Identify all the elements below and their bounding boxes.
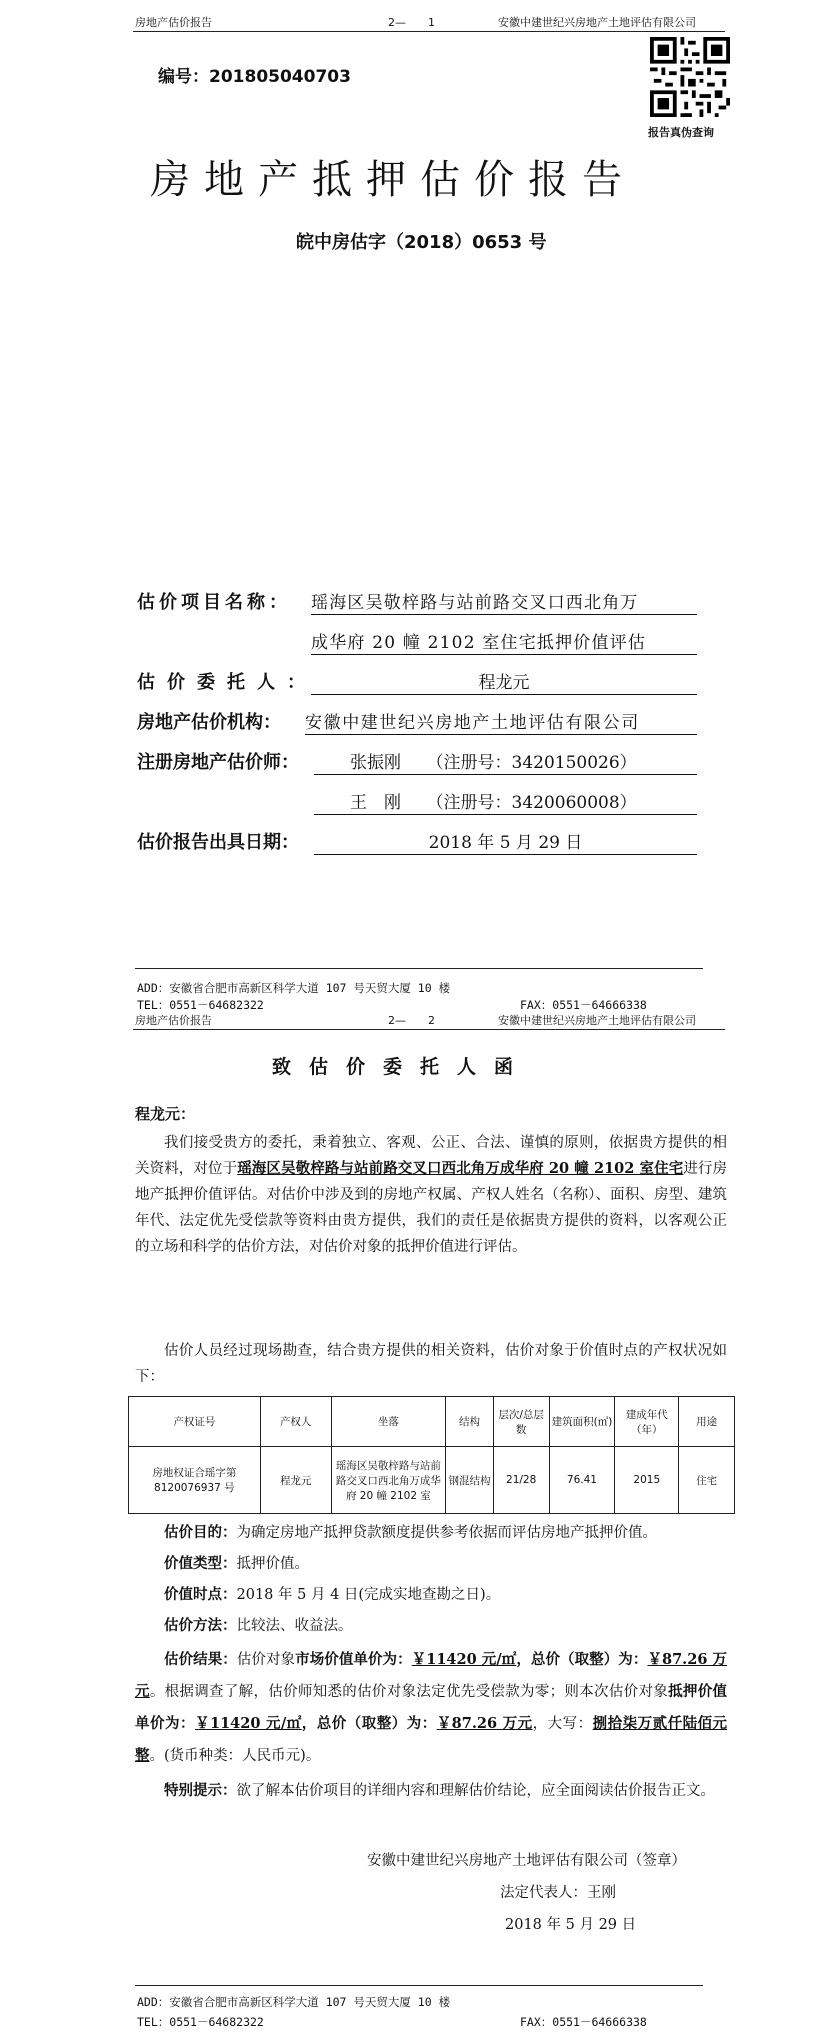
table-header: 结构: [446, 1397, 494, 1447]
purpose-line: [135, 1520, 727, 1546]
text: ，大写：: [532, 1716, 593, 1732]
text: 。(货币种类：人民币元)。: [149, 1748, 321, 1764]
page-number: 2— 2: [388, 1014, 435, 1027]
paragraph-2: 估价人员经过现场勘查，结合贵方提供的相关资料，估价对象于价值时点的产权状况如下：: [135, 1343, 727, 1385]
total-price: ￥87.26 万元: [135, 1651, 728, 1700]
paragraph-1: [135, 1130, 727, 1260]
report-number: 编号：201805040703: [158, 67, 351, 87]
table-header: 用途: [679, 1397, 735, 1447]
method-line: [135, 1613, 727, 1639]
note-paragraph: [135, 1778, 727, 1804]
client-label: 估价委托人：: [137, 672, 317, 693]
table-header: 产权人: [260, 1397, 331, 1447]
purpose-text: 为确定房地产抵押贷款额度提供参考依据而评估房地产抵押价值。: [236, 1525, 657, 1541]
signature-company: 安徽中建世纪兴房地产土地评估有限公司（签章）: [367, 1853, 686, 1869]
report-title: 房地产抵押估价报告: [150, 157, 636, 203]
page-header-left: 房地产估价报告: [135, 16, 212, 29]
table-header: 产权证号: [129, 1397, 261, 1447]
underline: [311, 614, 697, 615]
footer-fax: FAX：0551－64666338: [520, 998, 647, 1012]
text: 进行房地产抵押价值评估。对估价中涉及到的房地产权属、产权人姓名（名称）、面积、房型、建筑年代、法定优先受偿款等资料由贵方提供，我们的责任是依据贵方提供的资料，以客观公正的立场和科学的估价方法，对估价对象的抵押价值进行评估。: [135, 1161, 728, 1255]
underline: [305, 734, 697, 735]
table-cell: 住宅: [679, 1447, 735, 1514]
mortgage-unit-price: ￥11420 元/㎡: [194, 1715, 302, 1732]
page-header-left: 房地产估价报告: [135, 1014, 212, 1027]
table-header: 层次/总层数: [493, 1397, 549, 1447]
note-text: 欲了解本估价项目的详细内容和理解估价结论，应全面阅读估价报告正文。: [236, 1783, 715, 1799]
agency-label: 房地产估价机构：: [137, 712, 281, 733]
method-text: 比较法、收益法。: [236, 1618, 353, 1634]
footer-rule: [135, 1985, 703, 1986]
table-header: 建筑面积(㎡): [549, 1397, 615, 1447]
legal-representative: 法定代表人：王刚: [500, 1885, 616, 1901]
amount-in-words: 捌拾柒万贰仟陆佰元整: [135, 1715, 728, 1764]
table-cell: 房地权证合瑶字第 8120076937 号: [129, 1447, 261, 1514]
note-label: 特别提示：: [164, 1782, 237, 1799]
appraiser-2: 王 刚 （注册号：3420060008）: [350, 793, 637, 813]
salutation: 程龙元：: [135, 1105, 196, 1123]
project-name-line1: 瑶海区吴敬梓路与站前路交叉口西北角万: [311, 593, 639, 613]
project-name-line2: 成华府 20 幢 2102 室住宅抵押价值评估: [311, 633, 647, 653]
footer-address: ADD：安徽省合肥市高新区科学大道 107 号天贸大厦 10 楼: [137, 981, 451, 995]
underline: [314, 854, 697, 855]
underline: [311, 694, 697, 695]
table-cell: 21/28: [493, 1447, 549, 1514]
value-time-text: 2018 年 5 月 4 日(完成实地查勘之日)。: [236, 1587, 501, 1603]
page-header-right: 安徽中建世纪兴房地产土地评估有限公司: [498, 1014, 696, 1027]
footer-address: ADD：安徽省合肥市高新区科学大道 107 号天贸大厦 10 楼: [137, 1995, 451, 2009]
value-type-line: [135, 1551, 727, 1577]
agency-value: 安徽中建世纪兴房地产土地评估有限公司: [305, 713, 640, 733]
text: 市场价值单价为：: [295, 1651, 412, 1668]
text: 。根据调查了解，估价师知悉的估价对象法定优先受偿款为零；则本次估价对象: [149, 1684, 669, 1700]
value-type-label: 价值类型：: [164, 1555, 237, 1572]
appraiser-1: 张振刚 （注册号：3420150026）: [350, 753, 637, 773]
table-cell: 程龙元: [260, 1447, 331, 1514]
method-label: 估价方法：: [164, 1617, 237, 1634]
signature-date: 2018 年 5 月 29 日: [505, 1917, 637, 1933]
value-type-text: 抵押价值。: [236, 1556, 309, 1572]
unit-price: ￥11420 元/㎡: [411, 1651, 517, 1668]
footer-rule: [135, 968, 703, 969]
value-time-line: [135, 1582, 727, 1608]
qr-code-icon: [650, 37, 730, 117]
table-cell: 2015: [615, 1447, 679, 1514]
result-paragraph: [135, 1644, 727, 1772]
underline: [311, 654, 697, 655]
underline: [314, 774, 697, 775]
table-cell: 瑶海区吴敬梓路与站前路交叉口西北角万成华府 20 幢 2102 室: [331, 1447, 446, 1514]
text: 估价对象: [236, 1652, 296, 1668]
table-cell: 钢混结构: [446, 1447, 494, 1514]
project-name-label: 估价项目名称：: [137, 592, 291, 613]
qr-caption: 报告真伪查询: [648, 126, 714, 139]
table-header-row: [129, 1397, 735, 1447]
issue-date-label: 估价报告出具日期：: [137, 832, 299, 853]
property-table: [128, 1396, 735, 1514]
document-number: 皖中房估字（2018）0653 号: [296, 232, 547, 253]
result-label: 估价结果：: [164, 1651, 237, 1668]
page-header-right: 安徽中建世纪兴房地产土地评估有限公司: [498, 16, 696, 29]
table-row: [129, 1447, 735, 1514]
footer-tel: TEL：0551－64682322: [137, 998, 264, 1012]
table-header: 建成年代（年）: [615, 1397, 679, 1447]
footer-fax: FAX：0551－64666338: [520, 2015, 647, 2029]
page-number: 2— 1: [388, 16, 435, 29]
text: 我们接受贵方的委托，秉着独立、客观、公正、合法、谨慎的原则，依据贵方提供的相关资料，对位于: [135, 1135, 727, 1177]
table-header: 坐落: [331, 1397, 446, 1447]
footer-tel: TEL：0551－64682322: [137, 2015, 264, 2029]
table-cell: 76.41: [549, 1447, 615, 1514]
underline: [314, 814, 697, 815]
text: ，总价（取整）为：: [301, 1715, 437, 1732]
issue-date-value: 2018 年 5 月 29 日: [428, 833, 583, 853]
appraiser-label: 注册房地产估价师：: [137, 752, 299, 773]
purpose-label: 估价目的：: [164, 1524, 237, 1541]
property-address: 瑶海区吴敬梓路与站前路交叉口西北角万成华府 20 幢 2102 室住宅: [237, 1160, 684, 1177]
value-time-label: 价值时点：: [164, 1586, 237, 1603]
header-rule: [133, 1029, 725, 1030]
header-rule: [133, 31, 725, 32]
letter-title: 致估价委托人函: [272, 1056, 532, 1078]
client-value: 程龙元: [478, 673, 530, 693]
text: 抵押价值单价为：: [135, 1683, 728, 1732]
text: ，总价（取整）为：: [516, 1651, 648, 1668]
mortgage-total-price: ￥87.26 万元: [436, 1715, 533, 1732]
